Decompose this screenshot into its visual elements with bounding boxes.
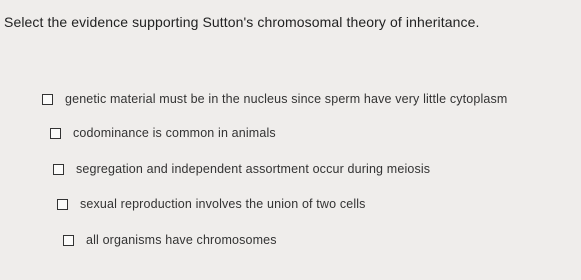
answer-option-label: genetic material must be in the nucleus since sperm have very little cytoplasm [65, 92, 508, 106]
checkbox[interactable] [57, 199, 68, 210]
answer-option-label: segregation and independent assortment occur during meiosis [76, 162, 431, 176]
answer-option-label: all organisms have chromosomes [86, 233, 277, 247]
checkbox[interactable] [53, 164, 64, 175]
checkbox[interactable] [42, 94, 53, 105]
answer-option-label: sexual reproduction involves the union of two cells [80, 197, 366, 211]
answer-option[interactable] [53, 162, 430, 176]
answer-option-label: codominance is common in animals [73, 126, 276, 140]
answer-option[interactable] [42, 92, 507, 106]
answer-option[interactable] [57, 197, 366, 211]
checkbox[interactable] [50, 128, 61, 139]
question-prompt: Select the evidence supporting Sutton's chromosomal theory of inheritance. [4, 14, 480, 30]
answer-option[interactable] [63, 233, 277, 247]
answer-option[interactable] [50, 126, 276, 140]
checkbox[interactable] [63, 235, 74, 246]
